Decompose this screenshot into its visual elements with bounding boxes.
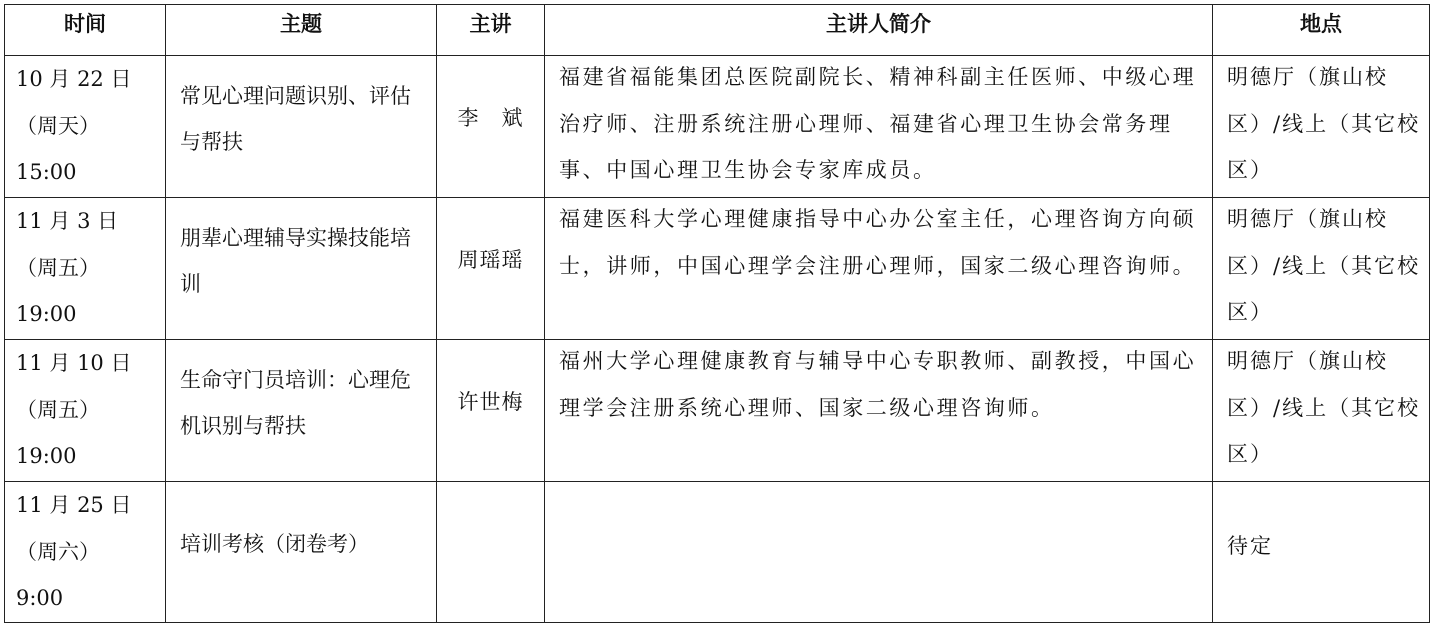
speaker-cell: 李 斌 [437,56,545,198]
bio-cell: 福州大学心理健康教育与辅导中心专职教师、副教授，中国心理学会注册系统心理师、国家二级心理咨询师。 [545,340,1213,482]
clock-text: 19:00 [16,302,77,326]
time-cell [5,56,166,198]
header-time: 时间 [5,5,166,56]
clock-text: 9:00 [16,586,64,610]
header-location: 地点 [1213,5,1430,56]
header-topic: 主题 [166,5,437,56]
time-cell [5,198,166,340]
speaker-cell: 周瑶瑶 [437,198,545,340]
weekday-text: （周天） [16,113,100,138]
table-row [5,198,1430,340]
date-text: 11 月 25 日 [16,493,132,517]
topic-cell: 常见心理问题识别、评估与帮扶 [166,56,437,198]
clock-text: 19:00 [16,444,77,468]
schedule-table [4,4,1430,623]
date-text: 11 月 10 日 [16,351,132,375]
weekday-text: （周五） [16,397,100,422]
bio-cell [545,482,1213,623]
time-cell [5,482,166,623]
location-cell: 明德厅（旗山校区）/线上（其它校区） [1213,56,1430,198]
header-speaker: 主讲 [437,5,545,56]
date-text: 10 月 22 日 [16,67,132,91]
topic-cell: 培训考核（闭卷考） [166,482,437,623]
speaker-cell: 许世梅 [437,340,545,482]
location-cell: 明德厅（旗山校区）/线上（其它校区） [1213,198,1430,340]
location-cell: 明德厅（旗山校区）/线上（其它校区） [1213,340,1430,482]
weekday-text: （周六） [16,539,100,564]
weekday-text: （周五） [16,255,100,280]
time-cell [5,340,166,482]
location-cell: 待定 [1213,482,1430,623]
bio-cell: 福建省福能集团总医院副院长、精神科副主任医师、中级心理治疗师、注册系统注册心理师、福建省心理卫生协会常务理事、中国心理卫生协会专家库成员。 [545,56,1213,198]
table-row [5,340,1430,482]
clock-text: 15:00 [16,160,77,184]
bio-cell: 福建医科大学心理健康指导中心办公室主任，心理咨询方向硕士，讲师，中国心理学会注册心理师，国家二级心理咨询师。 [545,198,1213,340]
table-row [5,482,1430,623]
date-text: 11 月 3 日 [16,209,119,233]
topic-cell: 朋辈心理辅导实操技能培训 [166,198,437,340]
table-row [5,56,1430,198]
header-bio: 主讲人简介 [545,5,1213,56]
header-row [5,5,1430,56]
topic-cell: 生命守门员培训：心理危机识别与帮扶 [166,340,437,482]
speaker-cell [437,482,545,623]
